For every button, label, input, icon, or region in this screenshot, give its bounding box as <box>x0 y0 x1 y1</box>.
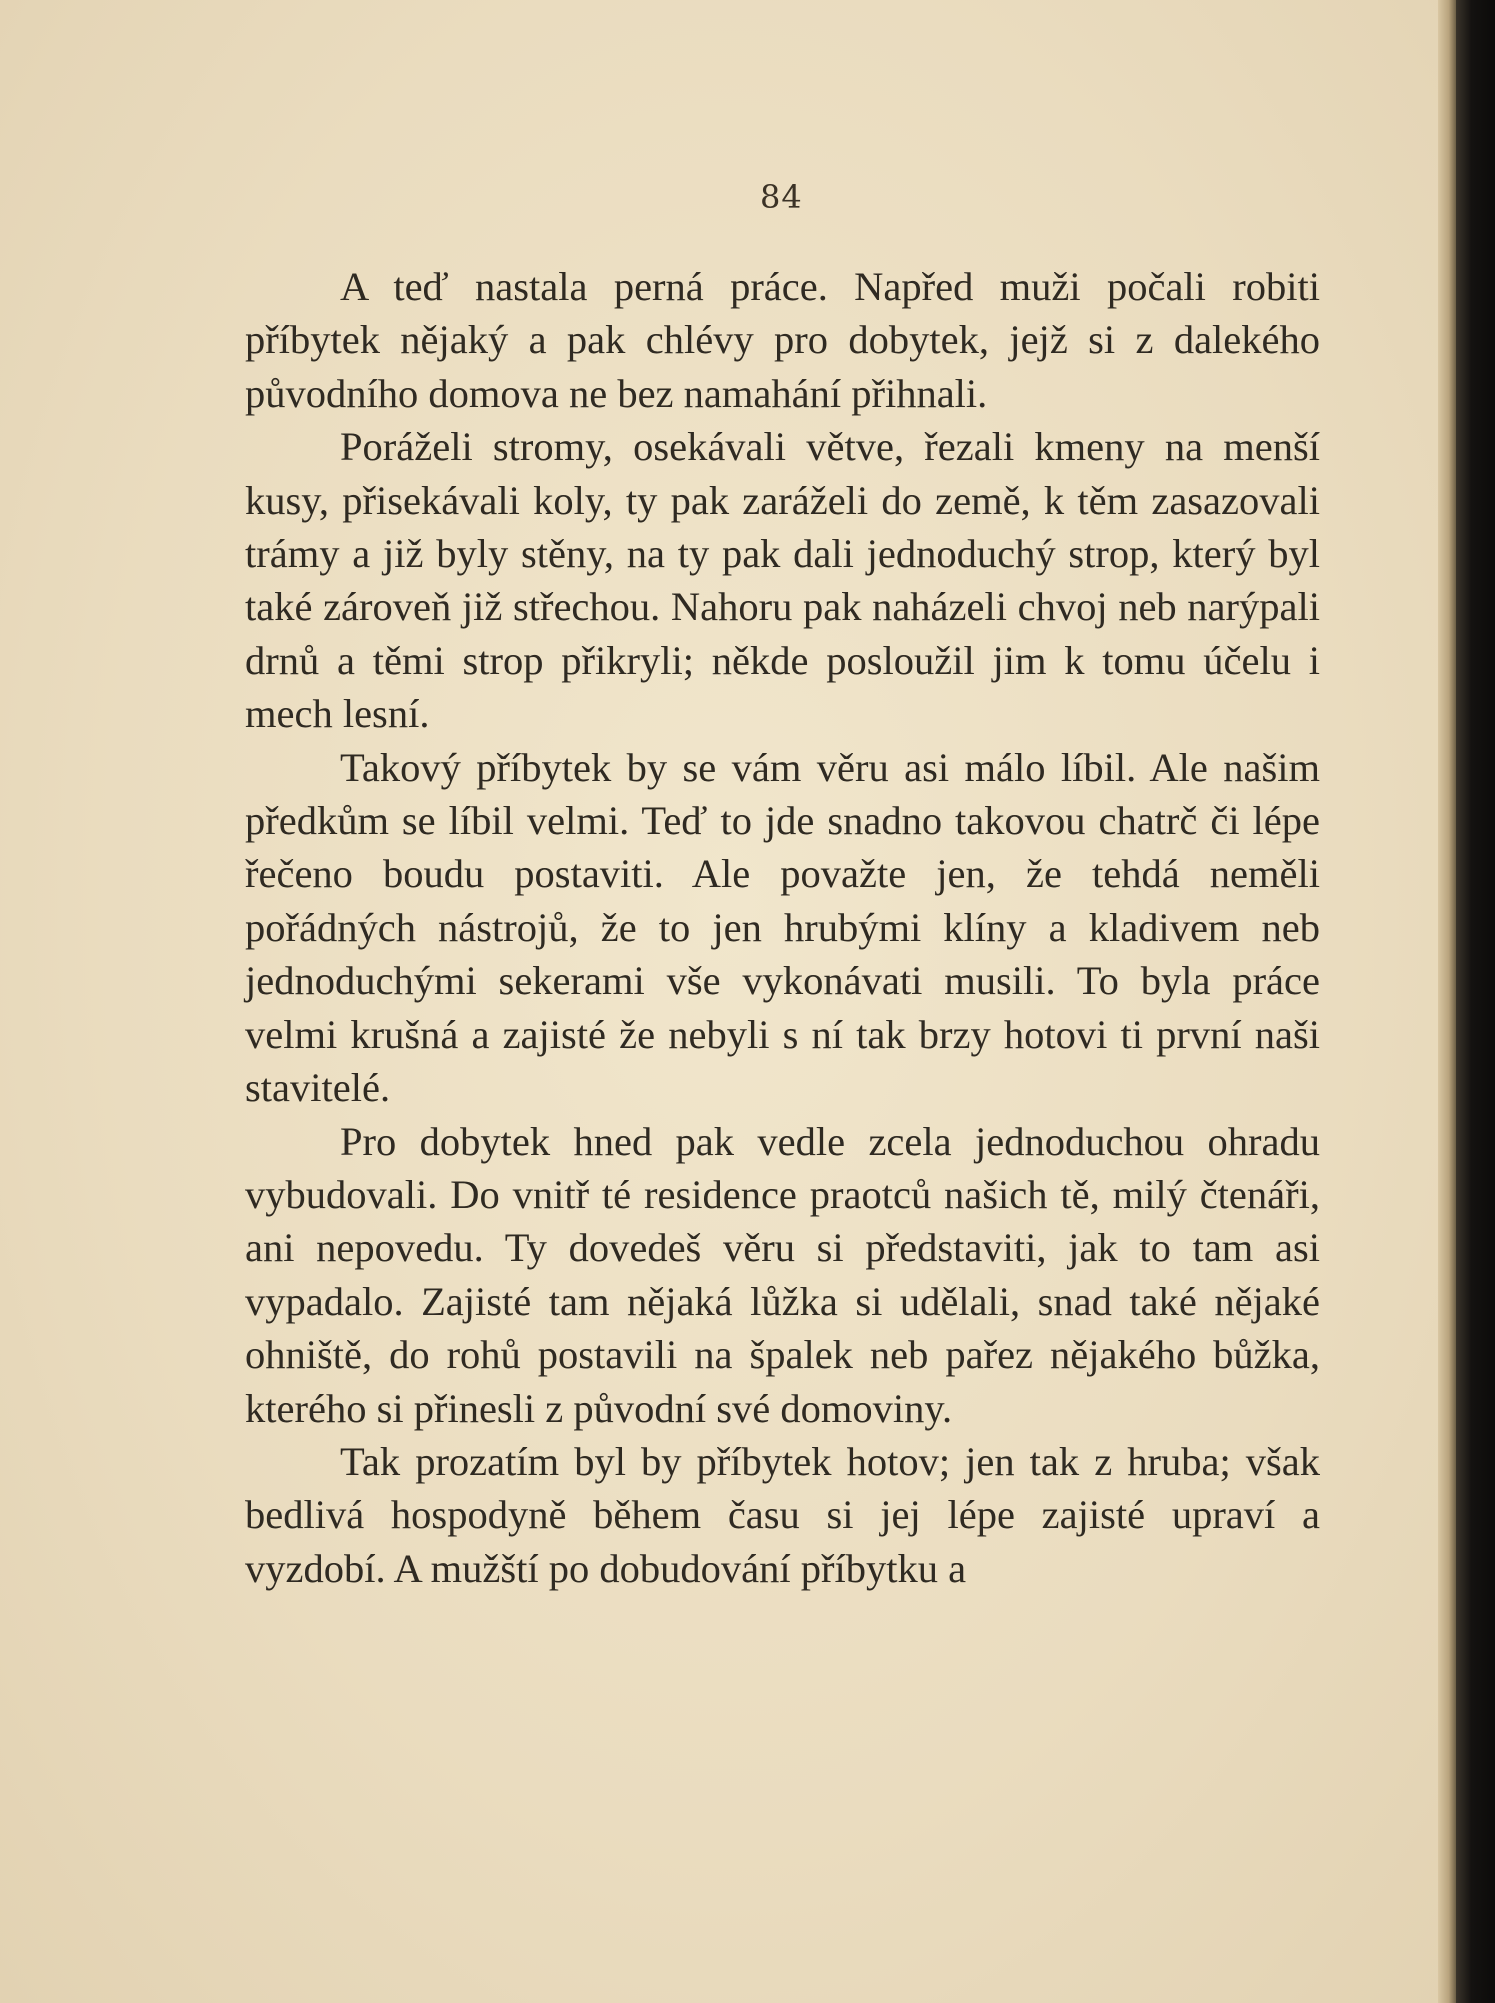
body-text <box>245 260 1320 1595</box>
paragraph: Takový příbytek by se vám věru asi málo líbil. Ale našim předkům se líbil velmi. Teď to jde snadno takovou chatrč či lépe řečeno boudu postaviti. Ale považte jen, že tehdá neměli pořádných nástrojů, že to jen hrubými klíny a kladivem neb jednoduchými sekerami vše vykonávati musili. To byla práce velmi krušná a zajisté že nebyli s ní tak brzy hotovi ti první naši stavitelé. <box>245 744 1320 1111</box>
page-gutter-shadow <box>1438 0 1456 2003</box>
page-number: 84 <box>760 178 803 216</box>
paragraph: A teď nastala perná práce. Napřed muži počali robiti příbytek nějaký a pak chlévy pro dobytek, jejž si z dalekého původního domova ne bez namahání přihnali. <box>245 264 1320 416</box>
paragraph: Tak prozatím byl by příbytek hotov; jen tak z hruba; však bedlivá hospodyně během času si jej lépe zajisté upraví a vyzdobí. A mužští po dobudování příbytku a <box>245 1438 1320 1591</box>
book-spine <box>1456 0 1495 2003</box>
paragraph: Pro dobytek hned pak vedle zcela jednoduchou ohradu vybudovali. Do vnitř té residence praotců našich tě, milý čtenáři, ani nepovedu. Ty dovedeš věru si představiti, jak to tam asi vypadalo. Zajisté tam nějaká lůžka si udělali, snad také nějaké ohniště, do rohů postavili na špalek neb pařez nějakého bůžka, kterého si přinesli z původní své domoviny. <box>245 1118 1320 1431</box>
paragraph: Poráželi stromy, osekávali větve, řezali kmeny na menší kusy, přisekávali koly, ty pak zaráželi do země, k těm zasazovali trámy a již byly stěny, na ty pak dali jednoduchý strop, který byl také zároveň již střechou. Nahoru pak naházeli chvoj neb narýpali drnů a těmi strop přikryli; někde posloužil jim k tomu účelu i mech lesní. <box>245 424 1320 737</box>
